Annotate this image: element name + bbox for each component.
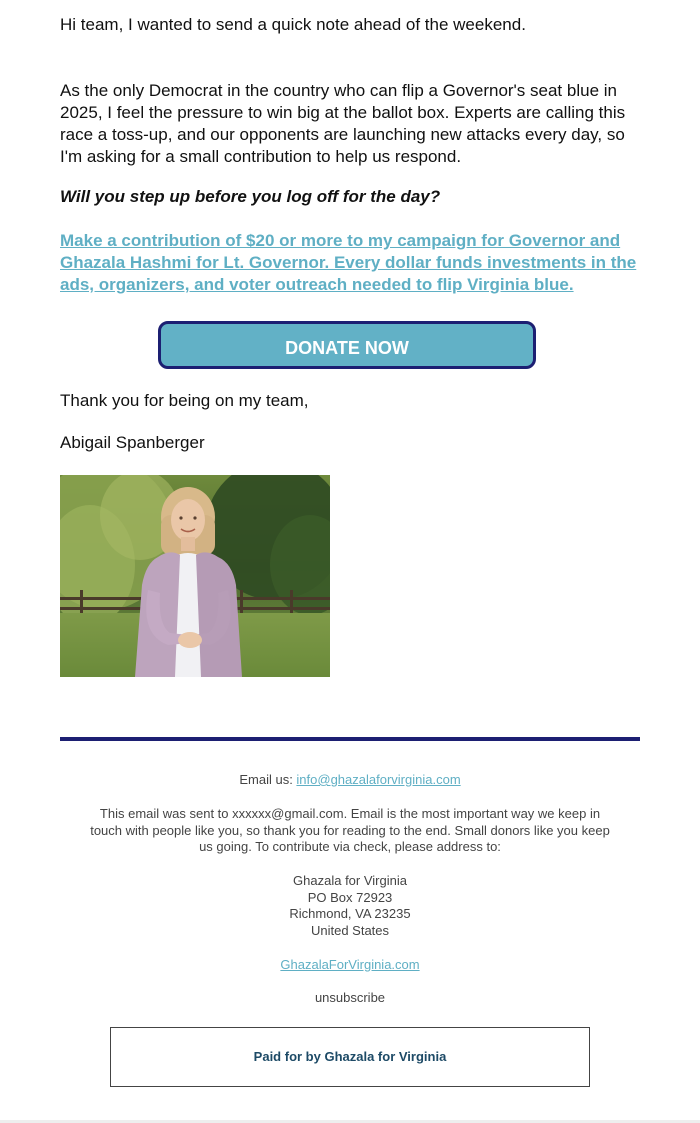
ask-text: Will you step up before you log off for the day? bbox=[60, 187, 441, 206]
footer-divider bbox=[60, 737, 640, 741]
footer-email-line bbox=[60, 772, 640, 789]
donate-now-button[interactable]: DONATE NOW bbox=[158, 321, 536, 369]
unsubscribe-link[interactable]: unsubscribe bbox=[314, 990, 386, 1005]
sent-notice: This email was sent to xxxxxx@gmail.com. Email is the most important way we keep in touch with people like you, so thank you for reading to the end. Small donors like you keep us going. To contribute via check, please address to: bbox=[90, 806, 610, 854]
email-us-label: Email us: bbox=[239, 772, 297, 787]
address-line: Ghazala for Virginia bbox=[293, 873, 407, 888]
website-line bbox=[60, 957, 640, 974]
address-line: United States bbox=[310, 922, 390, 938]
body-paragraph: As the only Democrat in the country who can flip a Governor's seat blue in 2025, I feel the pressure to win big at the ballot box. Experts are calling this race a toss-up, and our opponents are launching new attacks every day, so I'm asking for a small contribution to help us respond. bbox=[60, 81, 626, 166]
contribution-link[interactable]: Make a contribution of $20 or more to my campaign for Governor and Ghazala Hashmi for Lt. Governor. Every dollar funds investments in the ads, organizers, and voter outreach needed to flip Virginia blue. bbox=[60, 231, 637, 294]
website-link[interactable]: GhazalaForVirginia.com bbox=[280, 957, 420, 972]
mailing-address bbox=[60, 873, 640, 939]
thanks-text: Thank you for being on my team, bbox=[60, 391, 309, 410]
address-line: PO Box 72923 bbox=[307, 889, 393, 905]
greeting-text: Hi team, I wanted to send a quick note ahead of the weekend. bbox=[60, 15, 526, 34]
address-line: Richmond, VA 23235 bbox=[289, 906, 411, 921]
paid-for-disclaimer: Paid for by Ghazala for Virginia bbox=[110, 1027, 590, 1087]
contact-email-link[interactable]: info@ghazalaforvirginia.com bbox=[296, 772, 461, 787]
signature-name: Abigail Spanberger bbox=[60, 433, 205, 452]
candidate-photo bbox=[60, 475, 330, 677]
